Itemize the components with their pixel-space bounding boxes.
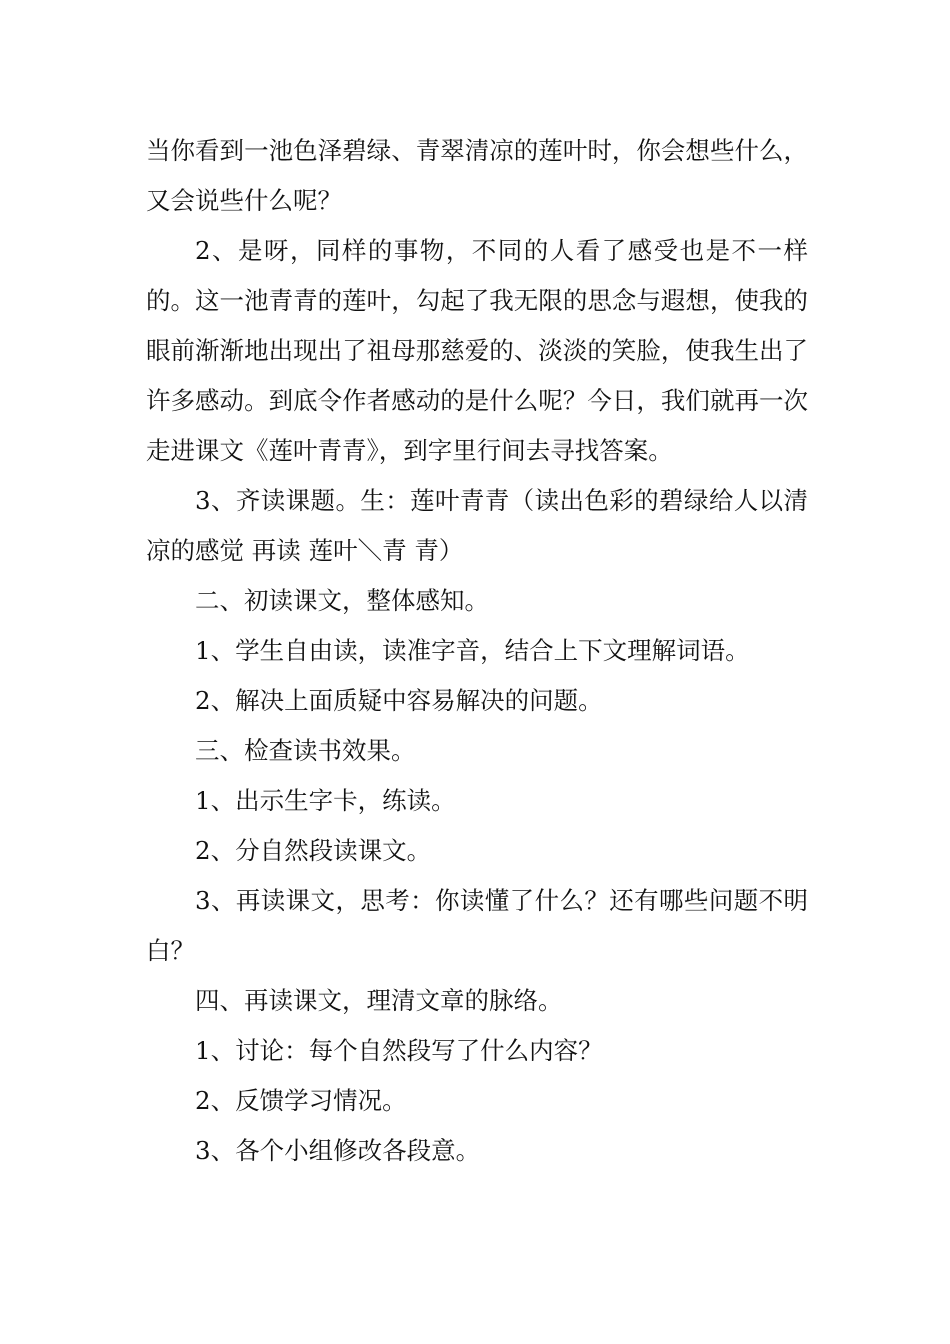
list-item: 2、反馈学习情况。: [195, 1086, 407, 1115]
list-item: 1、学生自由读，读准字音，结合上下文理解词语。: [195, 636, 750, 665]
list-item: 2、解决上面质疑中容易解决的问题。: [195, 686, 603, 715]
list-item: 2、分自然段读课文。: [195, 836, 432, 865]
section-heading-2: 二、初读课文，整体感知。: [195, 586, 489, 615]
list-item: 1、讨论：每个自然段写了什么内容？: [195, 1036, 603, 1065]
list-item: 1、出示生字卡，练读。: [195, 786, 456, 815]
list-item: 3、各个小组修改各段意。: [195, 1136, 481, 1165]
paragraph-2: 2、是呀，同样的事物，不同的人看了感受也是不一样的。这一池青青的莲叶，勾起了我无限的思念与遐想，使我的眼前渐渐地出现出了祖母那慈爱的、淡淡的笑脸，使我生出了许多感动。到底令作者感动的是什么呢？今日，我们就再一次走进课文《莲叶青青》，到字里行间去寻找答案。: [146, 236, 808, 465]
section-heading-3: 三、检查读书效果。: [195, 736, 416, 765]
list-item: 3、再读课文，思考：你读懂了什么？还有哪些问题不明白？: [146, 886, 808, 965]
document-page: [146, 126, 808, 1176]
paragraph-1: 当你看到一池色泽碧绿、青翠清凉的莲叶时，你会想些什么，又会说些什么呢？: [146, 136, 808, 215]
paragraph-3: 3、齐读课题。生：莲叶青青（读出色彩的碧绿给人以清凉的感觉 再读 莲叶＼青 青）: [146, 486, 808, 565]
section-heading-4: 四、再读课文，理清文章的脉络。: [195, 986, 563, 1015]
